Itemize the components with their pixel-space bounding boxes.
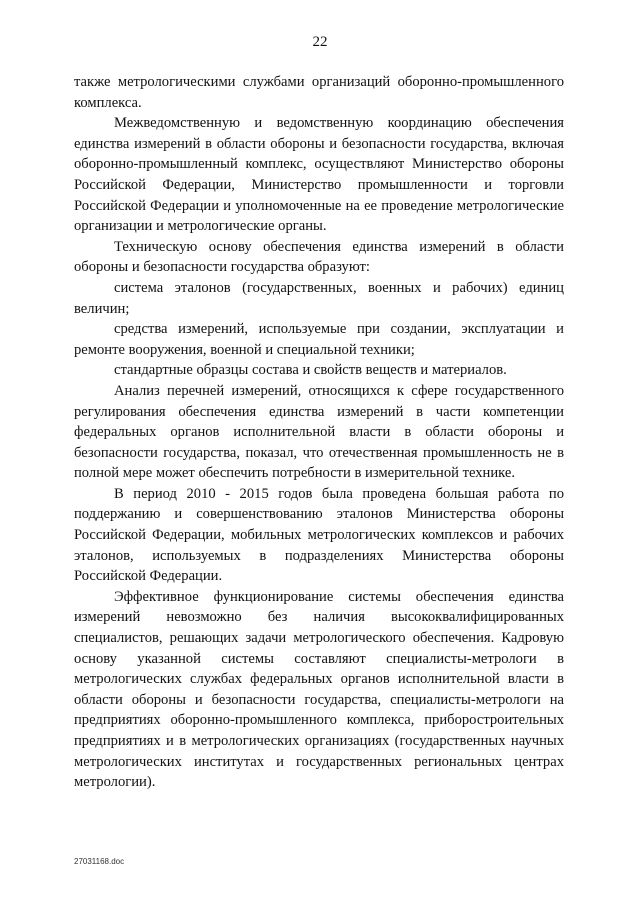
paragraph-continuation: также метрологическими службами организаций оборонно-промышленного комплекса. — [74, 74, 564, 111]
paragraph-period-2010-2015: В период 2010 - 2015 годов была проведена большая работа по поддержанию и совершенствованию эталонов Министерства обороны Российской Федерации, мобильных метрологических комплексов и рабочих эталонов, используемых в подразделениях Министерства обороны Российской Федерации. — [74, 485, 564, 585]
footer-document-code: 27031168.doc — [74, 857, 125, 866]
page-number: 22 — [312, 34, 328, 50]
document-body — [74, 72, 564, 793]
list-item-reference-materials: стандартные образцы состава и свойств веществ и материалов. — [114, 362, 507, 379]
list-item-standards-system: система эталонов (государственных, военных и рабочих) единиц величин; — [74, 279, 564, 317]
paragraph-technical-basis: Техническую основу обеспечения единства измерений в области обороны и безопасности государства образуют: — [74, 238, 564, 276]
paragraph-coordination: Межведомственную и ведомственную координацию обеспечения единства измерений в области обороны и безопасности государства, включая оборонно-промышленный комплекс, осуществляют Министерство обороны Российской Федерации, Министерство промышленности и торговли Российской Федерации и уполномоченные на ее проведение метрологические организации и метрологические органы. — [74, 115, 564, 235]
paragraph-analysis: Анализ перечней измерений, относящихся к сфере государственного регулирования обеспечения единства измерений в части компетенции федеральных органов исполнительной власти в области обороны и безопасности государства, показал, что отечественная промышленность не в полной мере может обеспечить потребности в измерительной технике. — [74, 382, 564, 482]
paragraph-personnel: Эффективное функционирование системы обеспечения единства измерений невозможно без наличия высококвалифицированных специалистов, решающих задачи метрологического обеспечения. Кадровую основу указанной системы составляют специалисты-метрологи в метрологических службах федеральных органов исполнительной власти в области обороны и безопасности государства, специалисты-метрологи на предприятиях оборонно-промышленного комплекса, приборостроительных предприятиях и в метрологических организациях (государственных научных метрологических институтах и государственных региональных центрах метрологии). — [74, 588, 564, 791]
list-item-measuring-instruments: средства измерений, используемые при создании, эксплуатации и ремонте вооружения, военной и специальной техники; — [74, 321, 564, 358]
